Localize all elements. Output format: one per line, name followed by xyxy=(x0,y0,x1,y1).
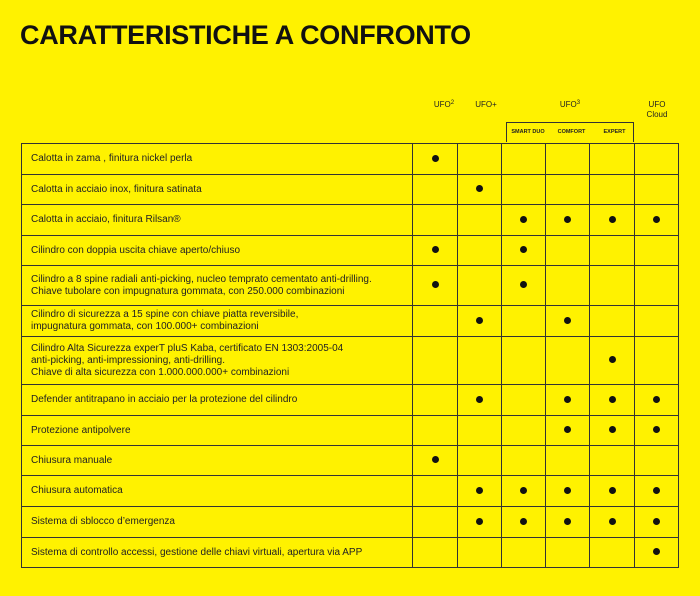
subheader-comfort: COMFORT xyxy=(557,129,586,135)
feature-cell xyxy=(546,175,590,205)
column-header-ufo2: UFO$^2$ xyxy=(433,100,455,109)
column-header-ufo3: UFO$^3$ xyxy=(559,100,581,109)
feature-cell xyxy=(546,306,590,337)
check-dot-icon xyxy=(653,548,660,555)
feature-cell xyxy=(413,385,457,416)
feature-cell xyxy=(590,385,634,416)
feature-cell xyxy=(546,507,590,538)
feature-cell xyxy=(457,306,501,337)
feature-cell xyxy=(634,476,678,507)
table-row xyxy=(22,337,679,385)
table-row xyxy=(22,306,679,337)
table-row xyxy=(22,236,679,266)
check-dot-icon xyxy=(520,246,527,253)
feature-cell xyxy=(501,476,545,507)
feature-cell xyxy=(546,236,590,266)
feature-cell xyxy=(457,236,501,266)
feature-cell xyxy=(590,538,634,568)
feature-cell xyxy=(590,476,634,507)
feature-cell xyxy=(634,385,678,416)
check-dot-icon xyxy=(432,155,439,162)
feature-label: Cilindro con doppia uscita chiave aperto/chiuso xyxy=(22,236,413,266)
check-dot-icon xyxy=(653,487,660,494)
feature-cell xyxy=(634,266,678,306)
check-dot-icon xyxy=(476,518,483,525)
feature-cell xyxy=(590,306,634,337)
check-dot-icon xyxy=(653,426,660,433)
feature-cell xyxy=(546,446,590,476)
subheader-smart-duo: SMART DUO xyxy=(511,129,545,135)
check-dot-icon xyxy=(653,216,660,223)
feature-cell xyxy=(546,538,590,568)
feature-cell xyxy=(546,385,590,416)
check-dot-icon xyxy=(520,281,527,288)
feature-cell xyxy=(501,236,545,266)
feature-cell xyxy=(457,266,501,306)
feature-cell xyxy=(590,175,634,205)
feature-cell xyxy=(413,236,457,266)
feature-cell xyxy=(457,385,501,416)
check-dot-icon xyxy=(520,518,527,525)
feature-cell xyxy=(634,337,678,385)
feature-cell xyxy=(457,476,501,507)
feature-cell xyxy=(457,446,501,476)
table-row xyxy=(22,416,679,446)
feature-cell xyxy=(501,175,545,205)
feature-cell xyxy=(501,416,545,446)
feature-cell xyxy=(413,205,457,236)
check-dot-icon xyxy=(609,216,616,223)
page-title: CARATTERISTICHE A CONFRONTO xyxy=(20,20,471,50)
feature-cell xyxy=(590,416,634,446)
feature-cell xyxy=(413,507,457,538)
feature-cell xyxy=(634,205,678,236)
feature-cell xyxy=(546,416,590,446)
feature-cell xyxy=(457,175,501,205)
feature-cell xyxy=(413,476,457,507)
feature-cell xyxy=(501,337,545,385)
feature-cell xyxy=(634,306,678,337)
check-dot-icon xyxy=(653,518,660,525)
feature-cell xyxy=(457,416,501,446)
feature-cell xyxy=(590,266,634,306)
feature-cell xyxy=(634,416,678,446)
feature-cell xyxy=(457,144,501,175)
feature-cell xyxy=(413,175,457,205)
feature-cell xyxy=(634,507,678,538)
feature-label: Cilindro Alta Sicurezza experT pluS Kaba, certificato EN 1303:2005-04 anti-picking, anti-impressioning, anti-drilling. Chiave di alta sicurezza con 1.000.000.000+ combinazioni xyxy=(22,337,413,385)
column-header-ufo-cloud: UFO Cloud xyxy=(646,100,668,119)
table-row xyxy=(22,476,679,507)
check-dot-icon xyxy=(564,487,571,494)
check-dot-icon xyxy=(476,185,483,192)
check-dot-icon xyxy=(432,456,439,463)
feature-cell xyxy=(413,144,457,175)
feature-cell xyxy=(501,446,545,476)
feature-cell xyxy=(546,144,590,175)
feature-cell xyxy=(457,337,501,385)
feature-label: Calotta in zama , finitura nickel perla xyxy=(22,144,413,175)
comparison-table xyxy=(21,143,679,568)
feature-cell xyxy=(634,236,678,266)
check-dot-icon xyxy=(609,518,616,525)
feature-label: Calotta in acciaio inox, finitura satinata xyxy=(22,175,413,205)
check-dot-icon xyxy=(564,396,571,403)
feature-cell xyxy=(590,337,634,385)
feature-label: Protezione antipolvere xyxy=(22,416,413,446)
feature-cell xyxy=(590,205,634,236)
feature-cell xyxy=(590,446,634,476)
feature-cell xyxy=(413,416,457,446)
feature-label: Chiusura manuale xyxy=(22,446,413,476)
feature-cell xyxy=(501,306,545,337)
feature-label: Sistema di controllo accessi, gestione delle chiavi virtuali, apertura via APP xyxy=(22,538,413,568)
feature-label: Chiusura automatica xyxy=(22,476,413,507)
table-row xyxy=(22,538,679,568)
feature-cell xyxy=(634,175,678,205)
feature-label: Cilindro a 8 spine radiali anti-picking, nucleo temprato cementato anti-drilling. Chiave tubolare con impugnatura gommata, con 250.000 combinazioni xyxy=(22,266,413,306)
check-dot-icon xyxy=(609,426,616,433)
check-dot-icon xyxy=(564,426,571,433)
check-dot-icon xyxy=(564,216,571,223)
check-dot-icon xyxy=(432,281,439,288)
feature-cell xyxy=(501,538,545,568)
feature-label: Sistema di sblocco d’emergenza xyxy=(22,507,413,538)
check-dot-icon xyxy=(476,396,483,403)
feature-cell xyxy=(413,266,457,306)
feature-cell xyxy=(413,538,457,568)
table-row xyxy=(22,144,679,175)
feature-cell xyxy=(413,337,457,385)
subheader-expert: EXPERT xyxy=(603,129,626,135)
table-row xyxy=(22,446,679,476)
check-dot-icon xyxy=(432,246,439,253)
table-row xyxy=(22,385,679,416)
table-row xyxy=(22,175,679,205)
check-dot-icon xyxy=(609,487,616,494)
feature-cell xyxy=(634,538,678,568)
feature-cell xyxy=(590,236,634,266)
feature-cell xyxy=(501,507,545,538)
table-row xyxy=(22,205,679,236)
check-dot-icon xyxy=(476,317,483,324)
feature-cell xyxy=(634,144,678,175)
feature-cell xyxy=(634,446,678,476)
table-row xyxy=(22,507,679,538)
check-dot-icon xyxy=(564,317,571,324)
feature-cell xyxy=(546,476,590,507)
feature-cell xyxy=(501,144,545,175)
feature-cell xyxy=(501,266,545,306)
check-dot-icon xyxy=(476,487,483,494)
check-dot-icon xyxy=(653,396,660,403)
check-dot-icon xyxy=(609,396,616,403)
feature-cell xyxy=(413,446,457,476)
feature-cell xyxy=(501,205,545,236)
feature-label: Cilindro di sicurezza a 15 spine con chiave piatta reversibile, impugnatura gommata, con 100.000+ combinazioni xyxy=(22,306,413,337)
feature-cell xyxy=(457,507,501,538)
check-dot-icon xyxy=(520,487,527,494)
feature-cell xyxy=(546,337,590,385)
feature-cell xyxy=(457,538,501,568)
check-dot-icon xyxy=(609,356,616,363)
feature-label: Calotta in acciaio, finitura Rilsan® xyxy=(22,205,413,236)
feature-cell xyxy=(546,266,590,306)
table-row xyxy=(22,266,679,306)
check-dot-icon xyxy=(564,518,571,525)
feature-label: Defender antitrapano in acciaio per la protezione del cilindro xyxy=(22,385,413,416)
feature-cell xyxy=(590,144,634,175)
feature-cell xyxy=(546,205,590,236)
feature-cell xyxy=(501,385,545,416)
column-header-ufo-plus: UFO+ xyxy=(475,100,497,109)
check-dot-icon xyxy=(520,216,527,223)
feature-cell xyxy=(590,507,634,538)
feature-cell xyxy=(457,205,501,236)
feature-cell xyxy=(413,306,457,337)
